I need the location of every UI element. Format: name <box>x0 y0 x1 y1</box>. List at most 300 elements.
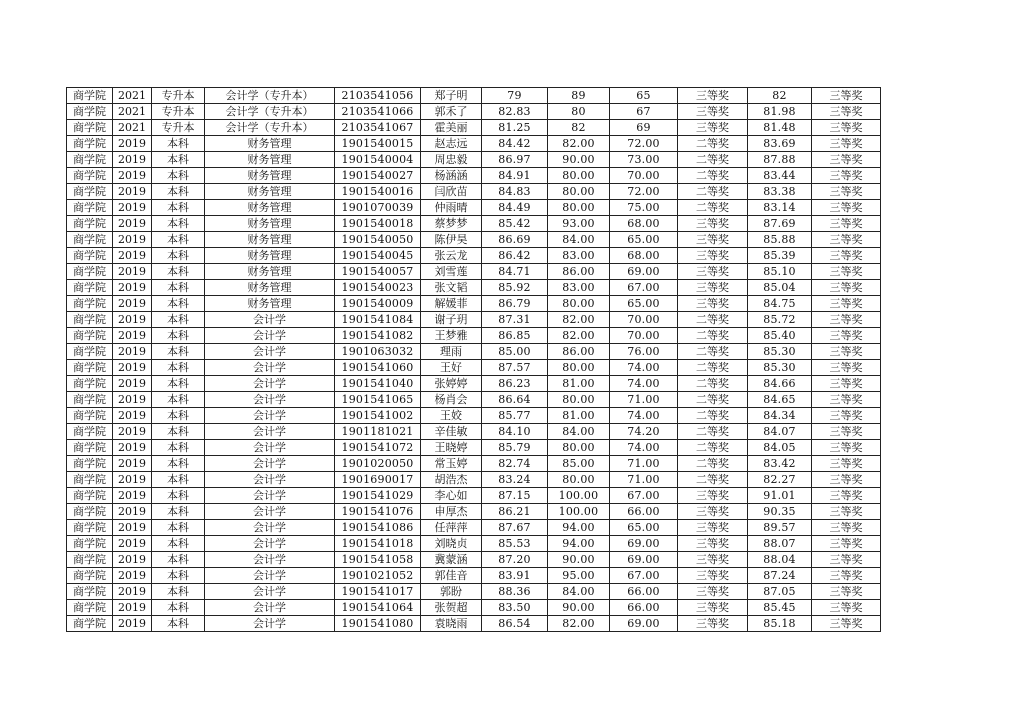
college-cell: 商学院 <box>67 584 113 600</box>
award1-cell: 三等奖 <box>678 296 748 312</box>
award2-cell: 三等奖 <box>812 472 881 488</box>
award2-cell: 三等奖 <box>812 280 881 296</box>
total-score-cell: 85.18 <box>748 616 812 632</box>
major-cell: 财务管理 <box>205 200 335 216</box>
award1-cell: 三等奖 <box>678 232 748 248</box>
score2-cell: 84.00 <box>548 424 610 440</box>
score3-cell: 66.00 <box>610 600 678 616</box>
college-cell: 商学院 <box>67 376 113 392</box>
score1-cell: 84.10 <box>482 424 548 440</box>
college-cell: 商学院 <box>67 600 113 616</box>
score1-cell: 86.21 <box>482 504 548 520</box>
award2-cell: 三等奖 <box>812 88 881 104</box>
year-cell: 2019 <box>113 504 152 520</box>
level-cell: 本科 <box>152 456 205 472</box>
major-cell: 财务管理 <box>205 152 335 168</box>
score1-cell: 85.42 <box>482 216 548 232</box>
name-cell: 理雨 <box>421 344 482 360</box>
student-id-cell: 1901541058 <box>335 552 421 568</box>
award1-cell: 二等奖 <box>678 200 748 216</box>
table-row <box>67 232 881 248</box>
total-score-cell: 87.24 <box>748 568 812 584</box>
college-cell: 商学院 <box>67 504 113 520</box>
award1-cell: 三等奖 <box>678 568 748 584</box>
year-cell: 2019 <box>113 584 152 600</box>
score2-cell: 100.00 <box>548 488 610 504</box>
major-cell: 会计学 <box>205 584 335 600</box>
level-cell: 专升本 <box>152 120 205 136</box>
student-id-cell: 1901541086 <box>335 520 421 536</box>
college-cell: 商学院 <box>67 152 113 168</box>
table-row <box>67 520 881 536</box>
table-row <box>67 248 881 264</box>
name-cell: 袁晓雨 <box>421 616 482 632</box>
name-cell: 仲雨晴 <box>421 200 482 216</box>
score1-cell: 82.74 <box>482 456 548 472</box>
college-cell: 商学院 <box>67 200 113 216</box>
college-cell: 商学院 <box>67 328 113 344</box>
name-cell: 王好 <box>421 360 482 376</box>
college-cell: 商学院 <box>67 264 113 280</box>
score2-cell: 80.00 <box>548 296 610 312</box>
year-cell: 2019 <box>113 328 152 344</box>
level-cell: 本科 <box>152 296 205 312</box>
level-cell: 本科 <box>152 440 205 456</box>
table-row <box>67 600 881 616</box>
student-id-cell: 1901021052 <box>335 568 421 584</box>
award1-cell: 二等奖 <box>678 136 748 152</box>
award2-cell: 三等奖 <box>812 216 881 232</box>
total-score-cell: 85.30 <box>748 360 812 376</box>
score2-cell: 80.00 <box>548 360 610 376</box>
table-row <box>67 120 881 136</box>
level-cell: 专升本 <box>152 88 205 104</box>
score1-cell: 86.54 <box>482 616 548 632</box>
name-cell: 任萍萍 <box>421 520 482 536</box>
major-cell: 财务管理 <box>205 248 335 264</box>
name-cell: 申厚杰 <box>421 504 482 520</box>
score3-cell: 70.00 <box>610 168 678 184</box>
score3-cell: 76.00 <box>610 344 678 360</box>
name-cell: 张云龙 <box>421 248 482 264</box>
name-cell: 谢子玥 <box>421 312 482 328</box>
score1-cell: 84.49 <box>482 200 548 216</box>
student-id-cell: 1901181021 <box>335 424 421 440</box>
score3-cell: 68.00 <box>610 248 678 264</box>
student-id-cell: 1901541017 <box>335 584 421 600</box>
name-cell: 杨肖会 <box>421 392 482 408</box>
total-score-cell: 85.30 <box>748 344 812 360</box>
award1-cell: 二等奖 <box>678 312 748 328</box>
award1-cell: 二等奖 <box>678 456 748 472</box>
table-row <box>67 584 881 600</box>
major-cell: 会计学（专升本） <box>205 104 335 120</box>
table-row <box>67 392 881 408</box>
score3-cell: 74.00 <box>610 376 678 392</box>
year-cell: 2019 <box>113 264 152 280</box>
student-id-cell: 1901541002 <box>335 408 421 424</box>
major-cell: 财务管理 <box>205 296 335 312</box>
score2-cell: 80.00 <box>548 440 610 456</box>
year-cell: 2019 <box>113 376 152 392</box>
name-cell: 张贺超 <box>421 600 482 616</box>
score2-cell: 89 <box>548 88 610 104</box>
year-cell: 2021 <box>113 120 152 136</box>
table-row <box>67 488 881 504</box>
level-cell: 本科 <box>152 488 205 504</box>
score3-cell: 67.00 <box>610 280 678 296</box>
award2-cell: 三等奖 <box>812 456 881 472</box>
year-cell: 2019 <box>113 232 152 248</box>
name-cell: 胡浩杰 <box>421 472 482 488</box>
award2-cell: 三等奖 <box>812 136 881 152</box>
college-cell: 商学院 <box>67 472 113 488</box>
level-cell: 本科 <box>152 264 205 280</box>
total-score-cell: 85.04 <box>748 280 812 296</box>
college-cell: 商学院 <box>67 456 113 472</box>
score3-cell: 74.00 <box>610 408 678 424</box>
student-id-cell: 1901063032 <box>335 344 421 360</box>
student-id-cell: 1901540045 <box>335 248 421 264</box>
score2-cell: 85.00 <box>548 456 610 472</box>
student-id-cell: 1901540016 <box>335 184 421 200</box>
total-score-cell: 85.10 <box>748 264 812 280</box>
major-cell: 会计学 <box>205 312 335 328</box>
score2-cell: 80.00 <box>548 200 610 216</box>
name-cell: 刘雪莲 <box>421 264 482 280</box>
student-id-cell: 1901540015 <box>335 136 421 152</box>
score3-cell: 71.00 <box>610 472 678 488</box>
table-row <box>67 216 881 232</box>
score2-cell: 80.00 <box>548 184 610 200</box>
year-cell: 2019 <box>113 424 152 440</box>
year-cell: 2019 <box>113 280 152 296</box>
student-id-cell: 1901540018 <box>335 216 421 232</box>
student-id-cell: 1901541080 <box>335 616 421 632</box>
table-row <box>67 280 881 296</box>
name-cell: 王梦雅 <box>421 328 482 344</box>
year-cell: 2021 <box>113 104 152 120</box>
score3-cell: 74.20 <box>610 424 678 440</box>
student-id-cell: 1901541084 <box>335 312 421 328</box>
table-row <box>67 344 881 360</box>
student-id-cell: 1901540027 <box>335 168 421 184</box>
award1-cell: 二等奖 <box>678 184 748 200</box>
major-cell: 会计学 <box>205 488 335 504</box>
year-cell: 2019 <box>113 296 152 312</box>
award1-cell: 二等奖 <box>678 152 748 168</box>
college-cell: 商学院 <box>67 280 113 296</box>
college-cell: 商学院 <box>67 312 113 328</box>
major-cell: 财务管理 <box>205 280 335 296</box>
college-cell: 商学院 <box>67 440 113 456</box>
college-cell: 商学院 <box>67 488 113 504</box>
score3-cell: 65 <box>610 88 678 104</box>
table-row <box>67 168 881 184</box>
score3-cell: 69.00 <box>610 616 678 632</box>
award2-cell: 三等奖 <box>812 392 881 408</box>
award2-cell: 三等奖 <box>812 536 881 552</box>
score2-cell: 84.00 <box>548 232 610 248</box>
name-cell: 张文韬 <box>421 280 482 296</box>
score1-cell: 85.53 <box>482 536 548 552</box>
student-id-cell: 1901020050 <box>335 456 421 472</box>
award1-cell: 二等奖 <box>678 424 748 440</box>
year-cell: 2019 <box>113 248 152 264</box>
total-score-cell: 85.40 <box>748 328 812 344</box>
level-cell: 本科 <box>152 504 205 520</box>
award2-cell: 三等奖 <box>812 296 881 312</box>
major-cell: 会计学 <box>205 616 335 632</box>
award2-cell: 三等奖 <box>812 328 881 344</box>
score3-cell: 69.00 <box>610 552 678 568</box>
score3-cell: 69 <box>610 120 678 136</box>
award2-cell: 三等奖 <box>812 120 881 136</box>
year-cell: 2019 <box>113 408 152 424</box>
award1-cell: 三等奖 <box>678 504 748 520</box>
total-score-cell: 83.14 <box>748 200 812 216</box>
student-id-cell: 1901541076 <box>335 504 421 520</box>
total-score-cell: 91.01 <box>748 488 812 504</box>
major-cell: 会计学 <box>205 456 335 472</box>
award1-cell: 二等奖 <box>678 392 748 408</box>
award2-cell: 三等奖 <box>812 440 881 456</box>
level-cell: 本科 <box>152 168 205 184</box>
total-score-cell: 87.05 <box>748 584 812 600</box>
score2-cell: 81.00 <box>548 376 610 392</box>
total-score-cell: 87.88 <box>748 152 812 168</box>
major-cell: 会计学 <box>205 568 335 584</box>
year-cell: 2019 <box>113 440 152 456</box>
college-cell: 商学院 <box>67 216 113 232</box>
table-row <box>67 264 881 280</box>
year-cell: 2019 <box>113 344 152 360</box>
award2-cell: 三等奖 <box>812 152 881 168</box>
name-cell: 王晓婷 <box>421 440 482 456</box>
college-cell: 商学院 <box>67 232 113 248</box>
award2-cell: 三等奖 <box>812 312 881 328</box>
score1-cell: 84.42 <box>482 136 548 152</box>
award2-cell: 三等奖 <box>812 616 881 632</box>
total-score-cell: 84.34 <box>748 408 812 424</box>
college-cell: 商学院 <box>67 168 113 184</box>
score1-cell: 86.97 <box>482 152 548 168</box>
award2-cell: 三等奖 <box>812 408 881 424</box>
score1-cell: 87.31 <box>482 312 548 328</box>
major-cell: 会计学（专升本） <box>205 120 335 136</box>
total-score-cell: 84.05 <box>748 440 812 456</box>
level-cell: 本科 <box>152 136 205 152</box>
score1-cell: 86.23 <box>482 376 548 392</box>
total-score-cell: 84.75 <box>748 296 812 312</box>
student-id-cell: 1901541072 <box>335 440 421 456</box>
score2-cell: 90.00 <box>548 152 610 168</box>
score3-cell: 70.00 <box>610 312 678 328</box>
award2-cell: 三等奖 <box>812 552 881 568</box>
score1-cell: 83.50 <box>482 600 548 616</box>
table-row <box>67 136 881 152</box>
score2-cell: 94.00 <box>548 520 610 536</box>
score1-cell: 87.15 <box>482 488 548 504</box>
table-body <box>67 88 881 632</box>
student-id-cell: 1901540009 <box>335 296 421 312</box>
name-cell: 陈伊昊 <box>421 232 482 248</box>
year-cell: 2019 <box>113 552 152 568</box>
score1-cell: 84.83 <box>482 184 548 200</box>
score3-cell: 71.00 <box>610 392 678 408</box>
score2-cell: 93.00 <box>548 216 610 232</box>
year-cell: 2019 <box>113 456 152 472</box>
award1-cell: 二等奖 <box>678 376 748 392</box>
year-cell: 2019 <box>113 536 152 552</box>
score3-cell: 65.00 <box>610 232 678 248</box>
name-cell: 王姣 <box>421 408 482 424</box>
student-id-cell: 1901540050 <box>335 232 421 248</box>
total-score-cell: 84.65 <box>748 392 812 408</box>
total-score-cell: 84.66 <box>748 376 812 392</box>
score3-cell: 70.00 <box>610 328 678 344</box>
score1-cell: 86.79 <box>482 296 548 312</box>
name-cell: 周忠毅 <box>421 152 482 168</box>
level-cell: 本科 <box>152 280 205 296</box>
year-cell: 2019 <box>113 152 152 168</box>
level-cell: 专升本 <box>152 104 205 120</box>
score1-cell: 88.36 <box>482 584 548 600</box>
score2-cell: 94.00 <box>548 536 610 552</box>
score3-cell: 69.00 <box>610 536 678 552</box>
score3-cell: 67.00 <box>610 488 678 504</box>
award1-cell: 二等奖 <box>678 168 748 184</box>
college-cell: 商学院 <box>67 520 113 536</box>
score2-cell: 86.00 <box>548 344 610 360</box>
award2-cell: 三等奖 <box>812 168 881 184</box>
total-score-cell: 89.57 <box>748 520 812 536</box>
college-cell: 商学院 <box>67 296 113 312</box>
award2-cell: 三等奖 <box>812 200 881 216</box>
award2-cell: 三等奖 <box>812 424 881 440</box>
college-cell: 商学院 <box>67 392 113 408</box>
award1-cell: 三等奖 <box>678 280 748 296</box>
year-cell: 2019 <box>113 472 152 488</box>
table-row <box>67 360 881 376</box>
college-cell: 商学院 <box>67 408 113 424</box>
table-row <box>67 184 881 200</box>
award2-cell: 三等奖 <box>812 360 881 376</box>
award2-cell: 三等奖 <box>812 520 881 536</box>
award1-cell: 三等奖 <box>678 248 748 264</box>
table-row <box>67 152 881 168</box>
level-cell: 本科 <box>152 392 205 408</box>
award1-cell: 三等奖 <box>678 88 748 104</box>
year-cell: 2019 <box>113 168 152 184</box>
name-cell: 常玉婷 <box>421 456 482 472</box>
student-id-cell: 1901541040 <box>335 376 421 392</box>
level-cell: 本科 <box>152 312 205 328</box>
major-cell: 会计学（专升本） <box>205 88 335 104</box>
table-row <box>67 504 881 520</box>
score1-cell: 86.69 <box>482 232 548 248</box>
name-cell: 冀蒙涵 <box>421 552 482 568</box>
award2-cell: 三等奖 <box>812 264 881 280</box>
score3-cell: 66.00 <box>610 584 678 600</box>
total-score-cell: 85.72 <box>748 312 812 328</box>
student-id-cell: 1901540004 <box>335 152 421 168</box>
award1-cell: 三等奖 <box>678 520 748 536</box>
major-cell: 财务管理 <box>205 136 335 152</box>
award1-cell: 二等奖 <box>678 344 748 360</box>
college-cell: 商学院 <box>67 88 113 104</box>
total-score-cell: 88.04 <box>748 552 812 568</box>
name-cell: 杨涵涵 <box>421 168 482 184</box>
award1-cell: 三等奖 <box>678 488 748 504</box>
name-cell: 解媛菲 <box>421 296 482 312</box>
table-row <box>67 88 881 104</box>
student-id-cell: 1901540057 <box>335 264 421 280</box>
score2-cell: 80 <box>548 104 610 120</box>
major-cell: 会计学 <box>205 408 335 424</box>
award2-cell: 三等奖 <box>812 504 881 520</box>
year-cell: 2019 <box>113 312 152 328</box>
award1-cell: 三等奖 <box>678 104 748 120</box>
level-cell: 本科 <box>152 216 205 232</box>
level-cell: 本科 <box>152 472 205 488</box>
name-cell: 赵志远 <box>421 136 482 152</box>
award1-cell: 二等奖 <box>678 408 748 424</box>
award1-cell: 二等奖 <box>678 472 748 488</box>
total-score-cell: 84.07 <box>748 424 812 440</box>
level-cell: 本科 <box>152 152 205 168</box>
award2-cell: 三等奖 <box>812 488 881 504</box>
score2-cell: 83.00 <box>548 248 610 264</box>
score1-cell: 84.71 <box>482 264 548 280</box>
award1-cell: 三等奖 <box>678 616 748 632</box>
level-cell: 本科 <box>152 568 205 584</box>
level-cell: 本科 <box>152 520 205 536</box>
score2-cell: 82.00 <box>548 616 610 632</box>
score1-cell: 85.77 <box>482 408 548 424</box>
college-cell: 商学院 <box>67 104 113 120</box>
total-score-cell: 82.27 <box>748 472 812 488</box>
award1-cell: 二等奖 <box>678 360 748 376</box>
total-score-cell: 87.69 <box>748 216 812 232</box>
award2-cell: 三等奖 <box>812 568 881 584</box>
major-cell: 会计学 <box>205 376 335 392</box>
total-score-cell: 83.44 <box>748 168 812 184</box>
major-cell: 会计学 <box>205 536 335 552</box>
award1-cell: 三等奖 <box>678 216 748 232</box>
score3-cell: 72.00 <box>610 184 678 200</box>
score3-cell: 75.00 <box>610 200 678 216</box>
level-cell: 本科 <box>152 360 205 376</box>
student-id-cell: 1901541064 <box>335 600 421 616</box>
major-cell: 财务管理 <box>205 184 335 200</box>
student-id-cell: 2103541066 <box>335 104 421 120</box>
year-cell: 2019 <box>113 568 152 584</box>
year-cell: 2019 <box>113 136 152 152</box>
name-cell: 刘晓贞 <box>421 536 482 552</box>
name-cell: 闫欣苗 <box>421 184 482 200</box>
name-cell: 李心如 <box>421 488 482 504</box>
score3-cell: 73.00 <box>610 152 678 168</box>
score2-cell: 84.00 <box>548 584 610 600</box>
table-row <box>67 568 881 584</box>
score1-cell: 87.20 <box>482 552 548 568</box>
score1-cell: 87.67 <box>482 520 548 536</box>
year-cell: 2019 <box>113 216 152 232</box>
award2-cell: 三等奖 <box>812 104 881 120</box>
score2-cell: 82.00 <box>548 136 610 152</box>
major-cell: 会计学 <box>205 328 335 344</box>
